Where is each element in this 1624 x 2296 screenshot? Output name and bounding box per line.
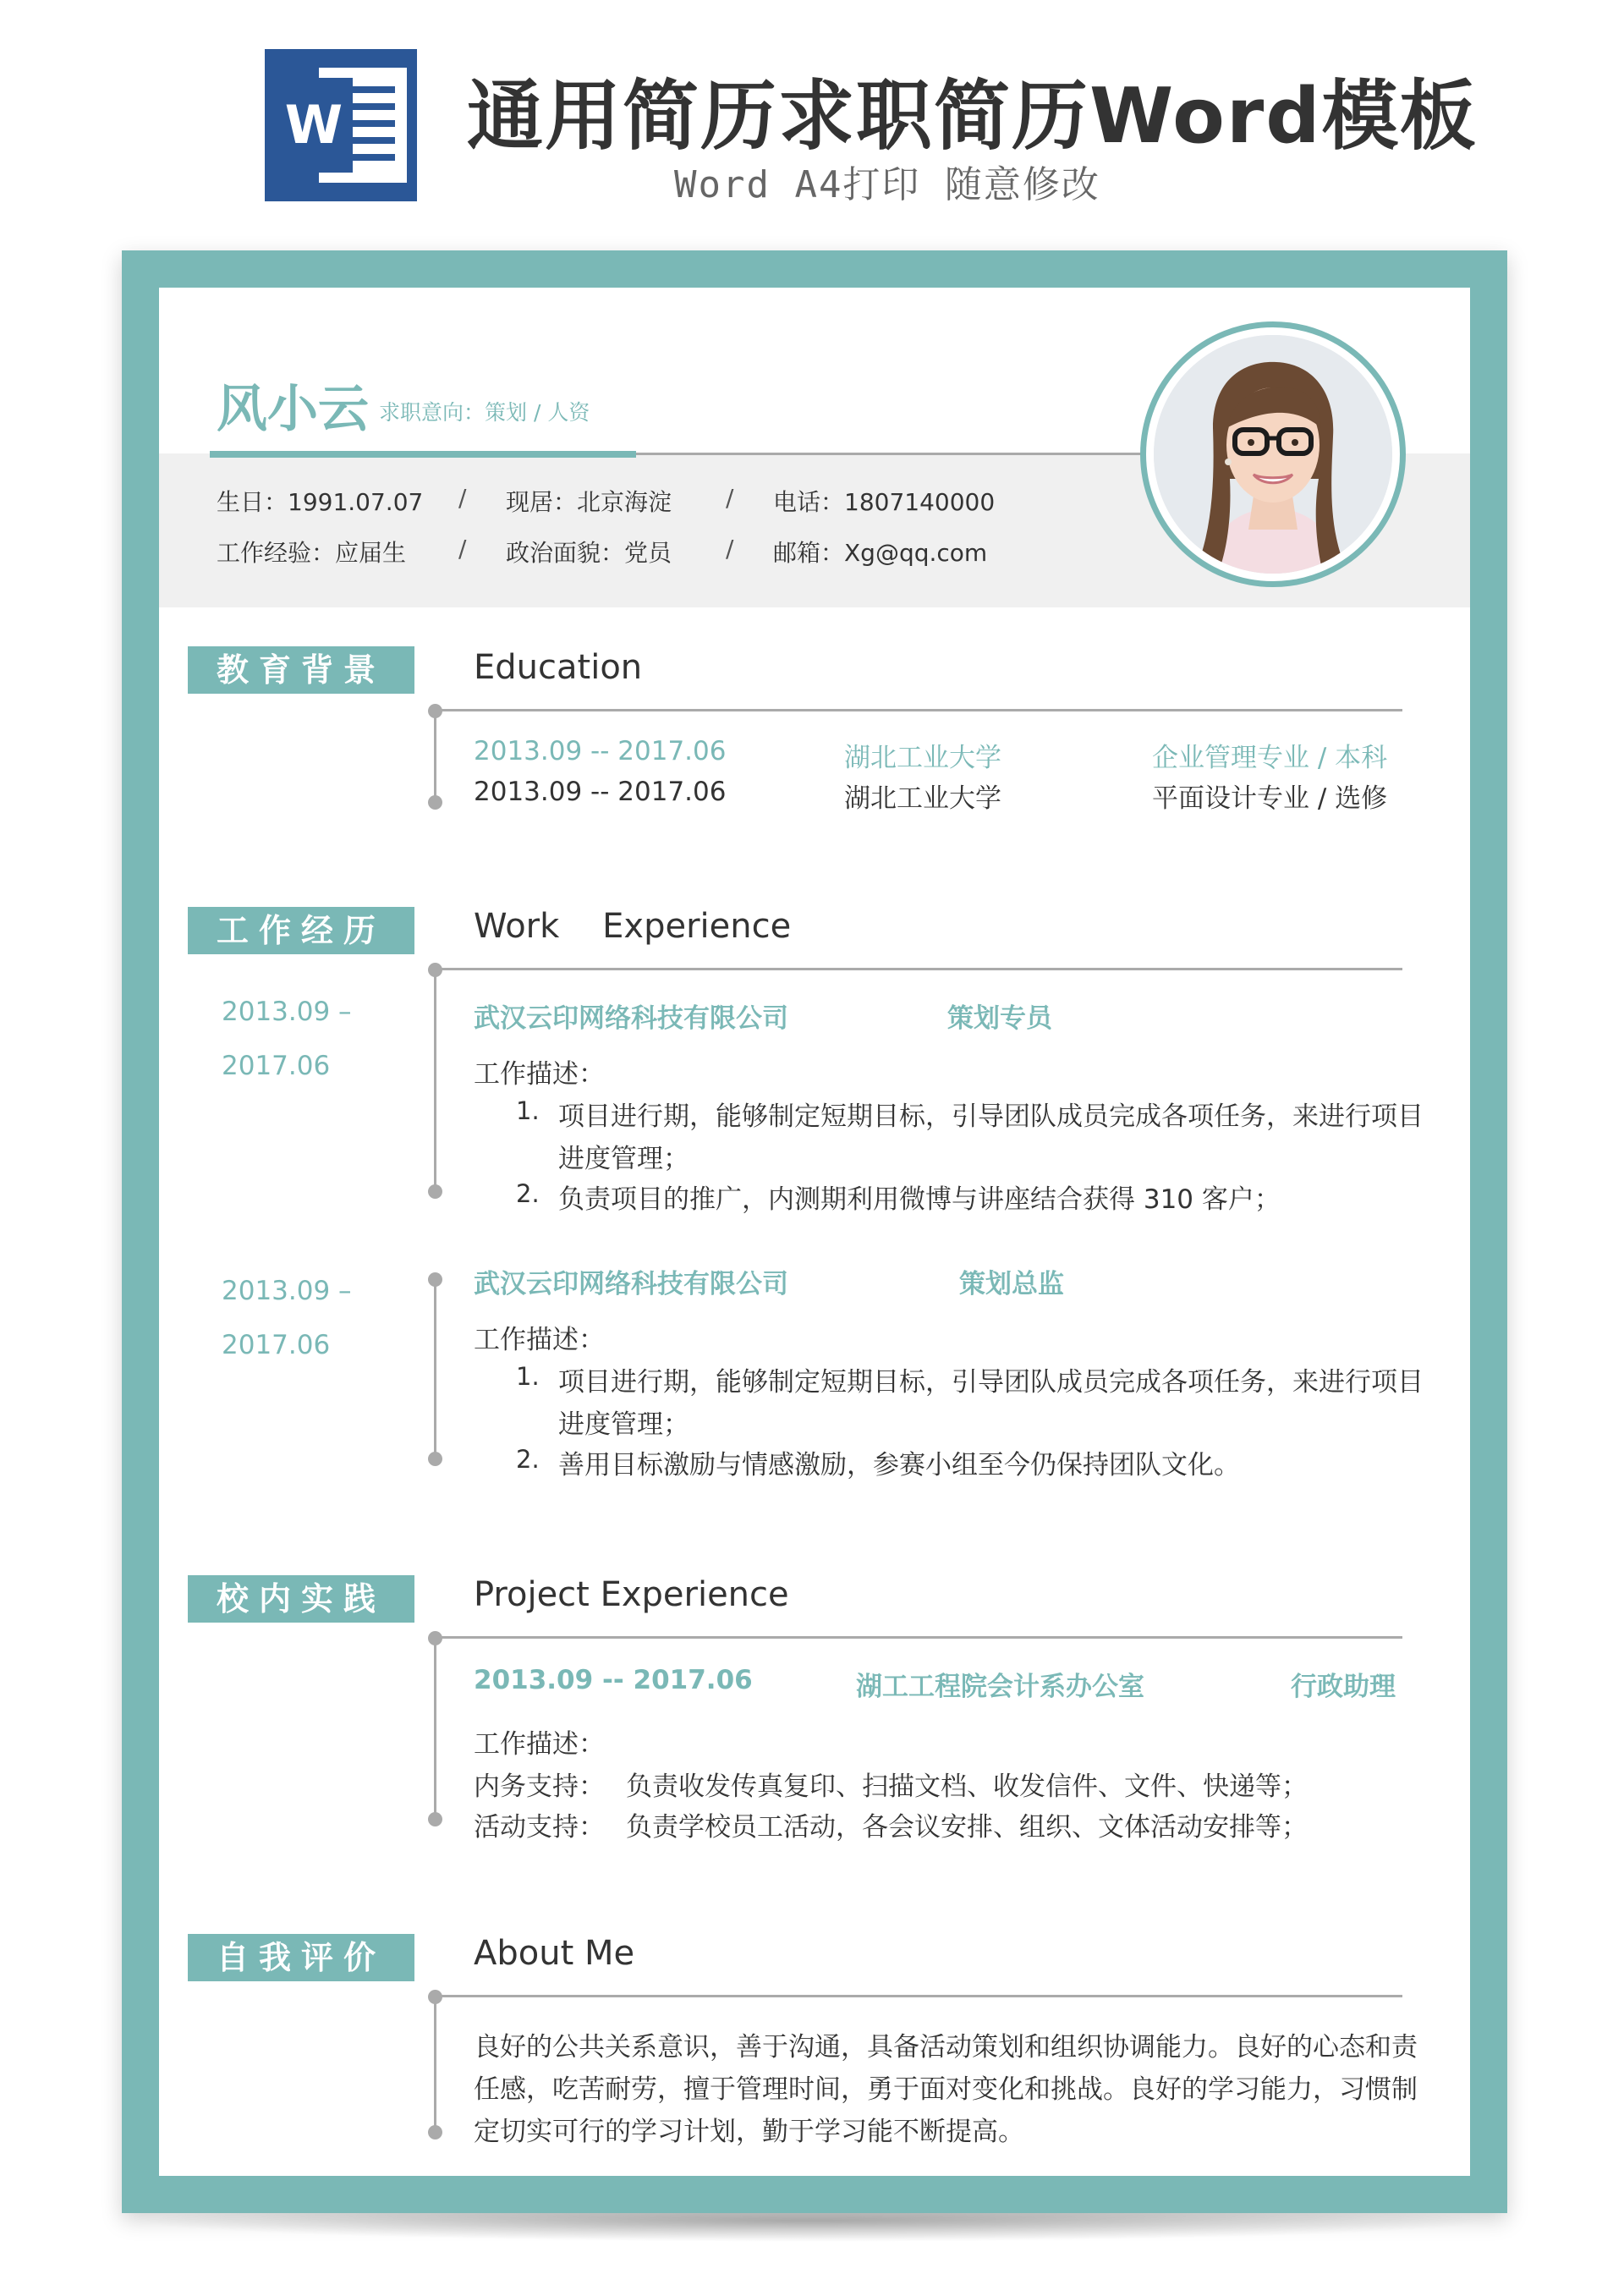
info-experience: 工作经验：应届生 xyxy=(217,539,407,567)
project-line-label: 活动支持： xyxy=(474,1812,605,1843)
about-line: 定切实可行的学习计划，勤于学习能不断提高。 xyxy=(474,2117,1024,2147)
list-item: 负责项目的推广，内测期利用微博与讲座结合获得 310 客户； xyxy=(558,1184,1281,1215)
list-item: 项目进行期，能够制定短期目标，引导团队成员完成各项任务，来进行项目 xyxy=(558,1367,1424,1398)
word-logo-icon xyxy=(265,49,417,201)
info-separator: / xyxy=(726,484,734,512)
list-item: 善用目标激励与情感激励，参赛小组至今仍保持团队文化。 xyxy=(558,1450,1240,1480)
timeline-dot xyxy=(428,704,442,718)
about-line: 良好的公共关系意识，善于沟通，具备活动策划和组织协调能力。良好的心态和责 xyxy=(474,2032,1418,2063)
section-rule xyxy=(435,709,1402,711)
education-major: 平面设计专业 / 选修 xyxy=(1152,783,1388,814)
info-residence: 现居：北京海淀 xyxy=(506,488,672,516)
timeline-dot xyxy=(428,1631,442,1645)
info-birthday: 生日：1991.07.07 xyxy=(217,488,424,516)
education-period: 2013.09 -- 2017.06 xyxy=(474,777,727,807)
avatar-portrait-icon xyxy=(1154,335,1392,574)
list-number: 2. xyxy=(516,1179,540,1208)
education-major: 企业管理专业 / 本科 xyxy=(1152,743,1388,773)
job-period-start: 2013.09 – xyxy=(222,997,352,1027)
candidate-name: 风小云 xyxy=(217,380,369,439)
education-school: 湖北工业大学 xyxy=(844,783,1001,814)
timeline-line xyxy=(434,968,436,1189)
info-separator: / xyxy=(458,484,467,512)
job-desc-label: 工作描述： xyxy=(474,1059,605,1090)
list-item: 进度管理； xyxy=(558,1144,689,1174)
avatar xyxy=(1154,335,1392,574)
section-rule xyxy=(435,1636,1402,1639)
list-number: 2. xyxy=(516,1445,540,1474)
word-letter: W xyxy=(275,78,353,173)
list-item: 进度管理； xyxy=(558,1409,689,1440)
timeline-line xyxy=(434,709,436,802)
timeline-line xyxy=(434,1995,436,2132)
job-company: 武汉云印网络科技有限公司 xyxy=(474,1003,788,1034)
job-period-end: 2017.06 xyxy=(222,1051,331,1081)
list-number: 1. xyxy=(516,1362,540,1391)
section-tag-project: 校内实践 xyxy=(188,1575,414,1623)
job-period-start: 2013.09 – xyxy=(222,1276,352,1306)
job-desc-label: 工作描述： xyxy=(474,1325,605,1355)
section-tag-education: 教育背景 xyxy=(188,646,414,694)
section-title-work: Work Experience xyxy=(474,907,792,946)
job-company: 武汉云印网络科技有限公司 xyxy=(474,1269,788,1299)
timeline-dot xyxy=(428,1272,442,1287)
education-period: 2013.09 -- 2017.06 xyxy=(474,736,727,766)
section-rule xyxy=(435,1995,1402,1997)
header-rule xyxy=(636,453,1144,455)
page-title: 通用简历求职简历Word模板 xyxy=(467,72,1478,161)
job-intent: 求职意向：策划 / 人资 xyxy=(379,400,590,425)
info-phone: 电话：1807140000 xyxy=(773,488,996,516)
project-line-text: 负责学校员工活动，各会议安排、组织、文体活动安排等； xyxy=(626,1812,1308,1843)
job-role: 策划专员 xyxy=(947,1003,1052,1034)
name-underline xyxy=(210,451,636,458)
project-period: 2013.09 -- 2017.06 xyxy=(474,1665,753,1695)
info-separator: / xyxy=(726,535,734,563)
project-line-text: 负责收发传真复印、扫描文档、收发信件、文件、快递等； xyxy=(626,1771,1308,1802)
section-title-education: Education xyxy=(474,648,643,687)
education-school: 湖北工业大学 xyxy=(844,743,1001,773)
timeline-dot xyxy=(428,1812,442,1826)
page-subtitle: Word A4打印 随意修改 xyxy=(674,163,1100,206)
project-org: 湖工工程院会计系办公室 xyxy=(856,1672,1144,1702)
about-line: 任感，吃苦耐劳，擅于管理时间，勇于面对变化和挑战。良好的学习能力，习惯制 xyxy=(474,2074,1418,2105)
timeline-dot xyxy=(428,2125,442,2139)
info-separator: / xyxy=(458,535,467,563)
section-tag-about: 自我评价 xyxy=(188,1934,414,1981)
job-period-end: 2017.06 xyxy=(222,1330,331,1360)
section-title-project: Project Experience xyxy=(474,1575,789,1614)
timeline-dot xyxy=(428,795,442,810)
project-desc-label: 工作描述： xyxy=(474,1729,605,1760)
section-title-about: About Me xyxy=(474,1934,635,1973)
job-role: 策划总监 xyxy=(959,1269,1064,1299)
timeline-dot xyxy=(428,1452,442,1466)
timeline-line xyxy=(434,1277,436,1458)
section-rule xyxy=(435,968,1402,970)
section-tag-work: 工作经历 xyxy=(188,907,414,954)
info-email: 邮箱：Xg@qq.com xyxy=(773,539,988,567)
timeline-dot xyxy=(428,1184,442,1199)
timeline-dot xyxy=(428,963,442,977)
project-line-label: 内务支持： xyxy=(474,1771,605,1802)
timeline-line xyxy=(434,1636,436,1819)
info-political: 政治面貌：党员 xyxy=(506,539,672,567)
list-number: 1. xyxy=(516,1096,540,1125)
project-role: 行政助理 xyxy=(1291,1672,1396,1702)
list-item: 项目进行期，能够制定短期目标，引导团队成员完成各项任务，来进行项目 xyxy=(558,1101,1424,1132)
timeline-dot xyxy=(428,1990,442,2004)
